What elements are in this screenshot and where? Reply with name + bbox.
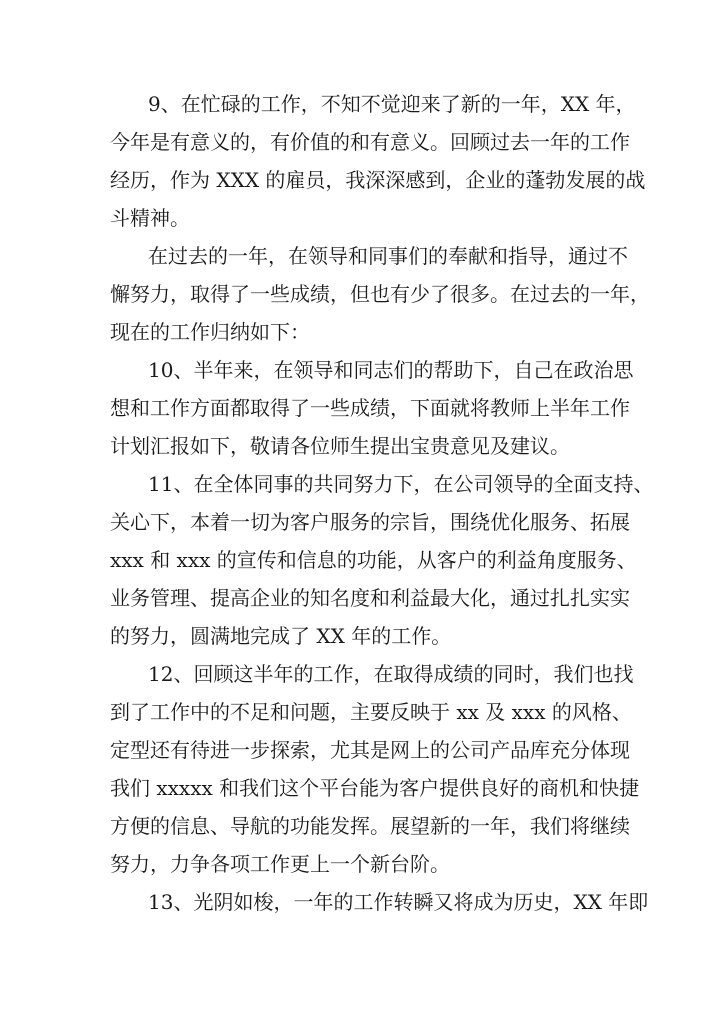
text-line: 方便的信息、导航的功能发挥。展望新的一年，我们将继续 xyxy=(110,814,630,838)
text-line: 的努力，圆满地完成了 XX 年的工作。 xyxy=(110,624,452,648)
text-line: 关心下，本着一切为客户服务的宗旨，围绕优化服务、拓展 xyxy=(110,510,630,534)
text-line: 业务管理、提高企业的知名度和利益最大化，通过扎扎实实 xyxy=(110,586,630,610)
text-line: 在过去的一年，在领导和同事们的奉献和指导，通过不 xyxy=(148,244,628,268)
text-line: xxx 和 xxx 的宣传和信息的功能，从客户的利益角度服务、 xyxy=(110,548,637,572)
text-line: 今年是有意义的，有价值的和有意义。回顾过去一年的工作 xyxy=(110,130,630,154)
text-line: 我们 xxxxx 和我们这个平台能为客户提供良好的商机和快捷 xyxy=(110,776,640,800)
text-line: 懈努力，取得了一些成绩，但也有少了很多。在过去的一年， xyxy=(110,282,650,306)
text-line: 努力，力争各项工作更上一个新台阶。 xyxy=(110,852,450,876)
text-line: 到了工作中的不足和问题，主要反映于 xx 及 xxx 的风格、 xyxy=(110,700,632,724)
text-line: 12、回顾这半年的工作，在取得成绩的同时，我们也找 xyxy=(148,662,634,686)
text-line: 计划汇报如下，敬请各位师生提出宝贵意见及建议。 xyxy=(110,434,570,458)
text-line: 11、在全体同事的共同努力下，在公司领导的全面支持、 xyxy=(148,472,654,496)
text-line: 10、半年来，在领导和同志们的帮助下，自己在政治思 xyxy=(148,358,634,382)
text-line: 想和工作方面都取得了一些成绩，下面就将教师上半年工作 xyxy=(110,396,630,420)
text-line: 定型还有待进一步探索，尤其是网上的公司产品库充分体现 xyxy=(110,738,630,762)
text-line: 9、在忙碌的工作，不知不觉迎来了新的一年，XX 年， xyxy=(148,92,636,116)
text-line: 现在的工作归纳如下： xyxy=(110,320,310,344)
text-line: 13、光阴如梭，一年的工作转瞬又将成为历史，XX 年即 xyxy=(148,890,649,914)
text-line: 经历，作为 XXX 的雇员，我深深感到，企业的蓬勃发展的战 xyxy=(110,168,646,192)
text-line: 斗精神。 xyxy=(110,206,190,230)
